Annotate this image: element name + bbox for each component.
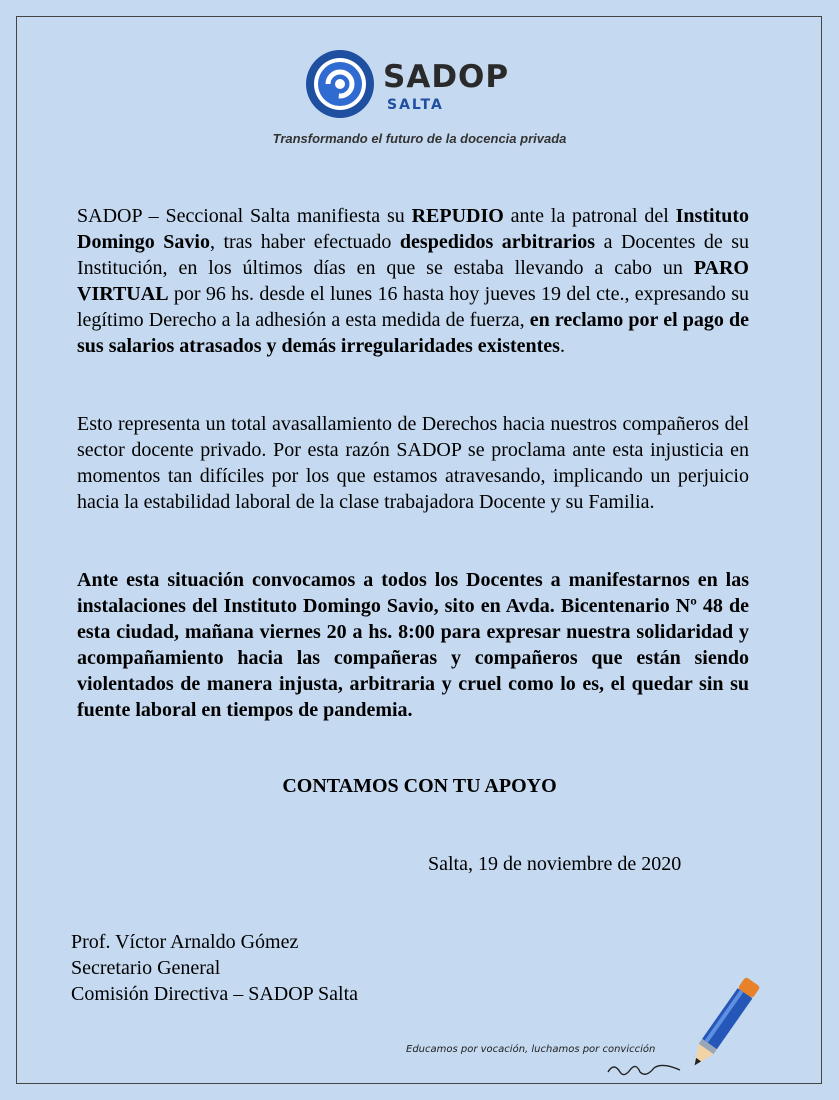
text-run: por 96 hs. desde el lunes 16 hasta hoy jueves 19 del cte., expresando su legítimo Derecho a la adhesión a esta medida de fuerza, — [77, 283, 749, 331]
tagline: Transformando el futuro de la docencia privada — [272, 131, 567, 146]
footer-motto: Educamos por vocación, luchamos por convicción — [406, 1044, 656, 1055]
text-run: ante la patronal del — [503, 205, 676, 227]
bold-run: REPUDIO — [411, 205, 504, 227]
bold-run: Instituto Domingo Savio — [77, 205, 749, 253]
letter-date: Salta, 19 de noviembre de 2020 — [428, 853, 682, 875]
callout-heading: CONTAMOS CON TU APOYO — [282, 775, 557, 797]
page-border — [16, 16, 822, 1084]
bold-run: PARO VIRTUAL — [77, 257, 749, 305]
paragraph-repudio — [77, 203, 749, 359]
bold-run: despedidos arbitrarios — [399, 231, 596, 253]
text-run: SADOP – Seccional Salta manifiesta su — [77, 205, 412, 227]
text-run: a Docentes de su Institución, en los últimos días en que se estaba llevando a cabo un — [77, 231, 749, 279]
text-run: . — [559, 335, 565, 357]
text-run: , tras haber efectuado — [209, 231, 400, 253]
signature-scribble-icon — [604, 1056, 684, 1078]
signature-org: Comisión Directiva – SADOP Salta — [71, 983, 359, 1005]
sadop-logo-icon — [304, 48, 376, 120]
paragraph-convocatoria: Ante esta situación convocamos a todos los Docentes a manifestarnos en las instalaciones del Instituto Domingo Savio, sito en Avda. Bicentenario Nº 48 de esta ciudad, mañana viernes 20 a hs. 8:00 para expresar nuestra solidaridad y acompañamiento hacia las compañeras y compañeros que están siendo violentados de manera injusta, arbitraria y cruel como lo es, el quedar sin su fuente laboral en tiempos de pandemia. — [77, 569, 749, 721]
pen-icon — [678, 968, 768, 1078]
brand-name: SADOP — [383, 59, 510, 95]
brand-subtitle: SALTA — [387, 97, 444, 113]
paragraph-avasallamiento: Esto representa un total avasallamiento de Derechos hacia nuestros compañeros del sector docente privado. Por esta razón SADOP se proclama ante esta injusticia en momentos tan difíciles por los que estamos atravesando, implicando un perjuicio hacia la estabilidad laboral de la clase trabajadora Docente y su Familia. — [77, 413, 749, 513]
signature-block — [71, 929, 358, 1007]
signature-name: Prof. Víctor Arnaldo Gómez — [71, 931, 299, 953]
signature-role: Secretario General — [71, 957, 221, 979]
bold-run: en reclamo por el pago de sus salarios atrasados y demás irregularidades existentes — [77, 309, 749, 357]
